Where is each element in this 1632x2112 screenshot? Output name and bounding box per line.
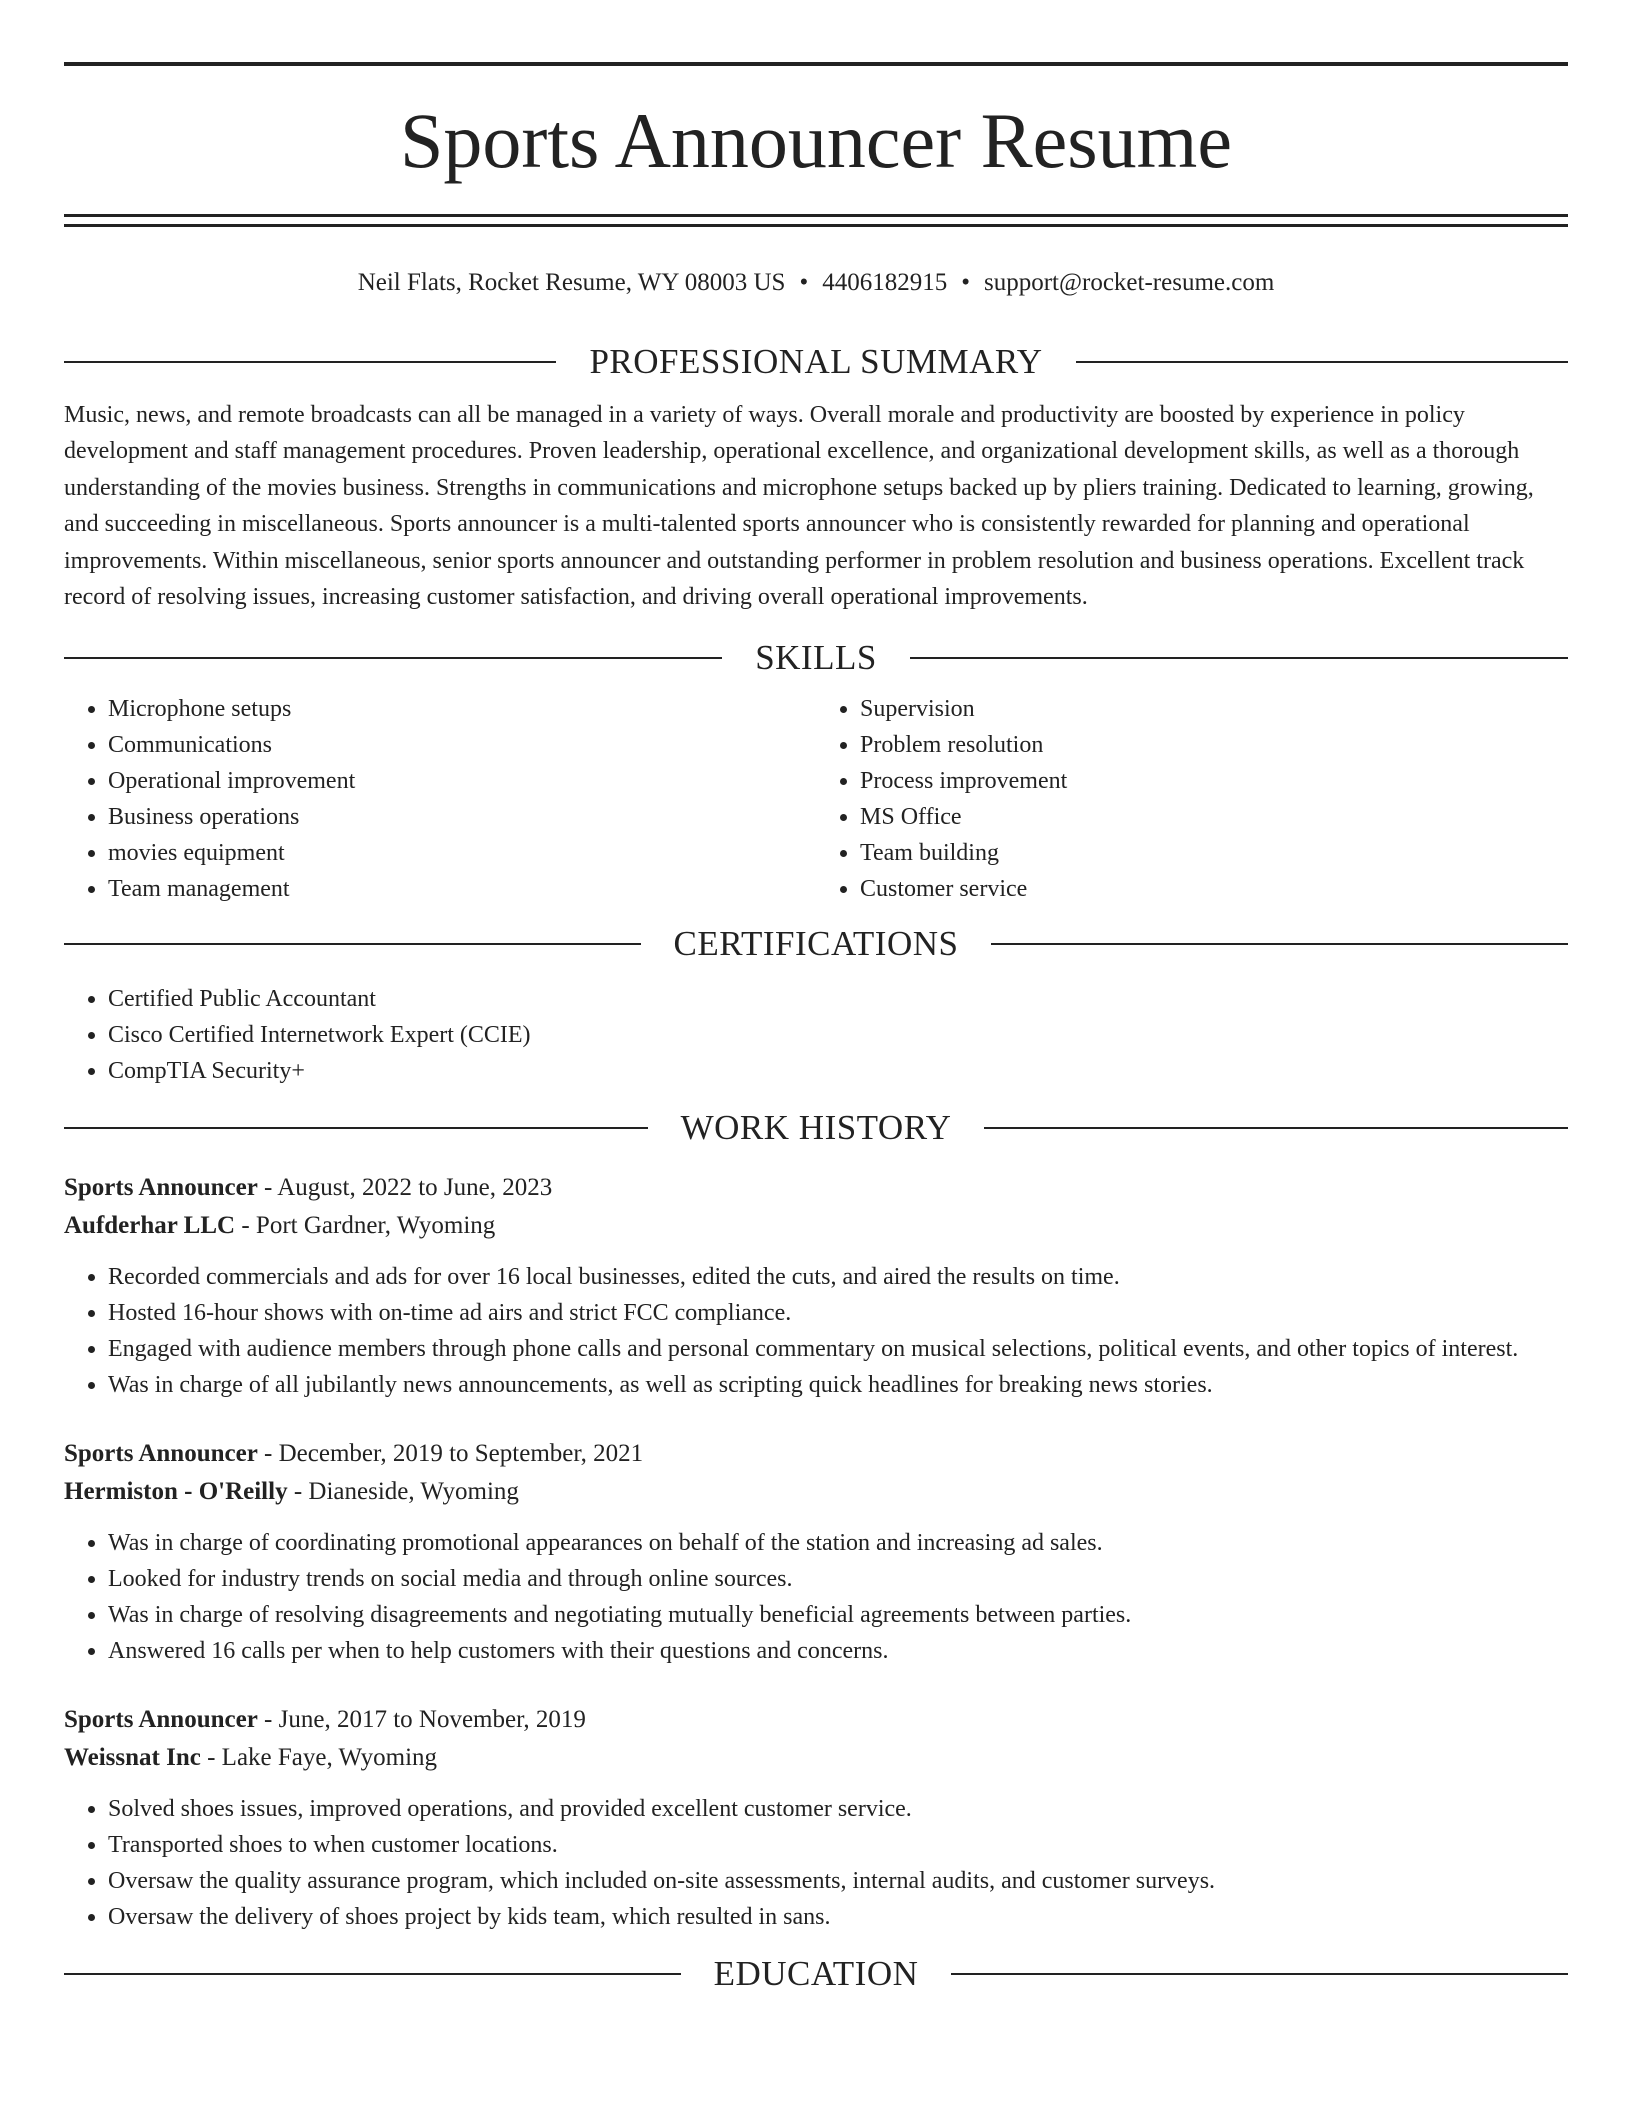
job-dates: - August, 2022 to June, 2023 xyxy=(257,1174,553,1202)
job-location: - Port Gardner, Wyoming xyxy=(235,1212,496,1240)
skills-column-left xyxy=(64,691,816,907)
job-dates: - December, 2019 to September, 2021 xyxy=(257,1440,644,1468)
job-bullet: • Oversaw the quality assurance program, which included on-site assessments, internal audits, and customer surveys. xyxy=(108,1863,1568,1899)
title-rule-upper xyxy=(64,214,1568,217)
job-bullet-list xyxy=(64,1791,1568,1935)
job-entry xyxy=(64,1701,1568,1935)
heading-rule xyxy=(64,943,641,945)
job-bullet: • Hosted 16-hour shows with on-time ad airs and strict FCC compliance. xyxy=(108,1295,1568,1331)
job-company-line xyxy=(64,1739,1568,1777)
job-company-line xyxy=(64,1473,1568,1511)
job-bullet: • Was in charge of resolving disagreements and negotiating mutually beneficial agreements between parties. xyxy=(108,1597,1568,1633)
certification-item: • Certified Public Accountant xyxy=(108,981,1568,1017)
contact-separator: • xyxy=(961,269,970,296)
work-heading-row xyxy=(64,1107,1568,1149)
job-bullet: • Recorded commercials and ads for over 16 local businesses, edited the cuts, and aired the results on time. xyxy=(108,1259,1568,1295)
certification-item: • Cisco Certified Internetwork Expert (CCIE) xyxy=(108,1017,1568,1053)
contact-separator: • xyxy=(799,269,809,296)
certification-item: • CompTIA Security+ xyxy=(108,1053,1568,1089)
heading-rule xyxy=(64,1127,648,1129)
skills-heading: SKILLS xyxy=(755,638,877,678)
job-company-line xyxy=(64,1207,1568,1245)
heading-rule xyxy=(910,657,1568,659)
job-bullet: • Was in charge of coordinating promotional appearances on behalf of the station and increasing ad sales. xyxy=(108,1525,1568,1561)
certifications-heading-row xyxy=(64,923,1568,965)
skills-heading-row xyxy=(64,637,1568,679)
job-location: - Lake Faye, Wyoming xyxy=(200,1744,438,1772)
heading-rule xyxy=(64,361,556,363)
skill-item: • Process improvement xyxy=(860,763,1568,799)
job-title-line xyxy=(64,1169,1568,1207)
job-title: Sports Announcer xyxy=(64,1174,258,1202)
heading-rule xyxy=(64,657,722,659)
skill-item: • Problem resolution xyxy=(860,727,1568,763)
heading-rule xyxy=(991,943,1568,945)
skill-item: • movies equipment xyxy=(108,835,816,871)
contact-email: support@rocket-resume.com xyxy=(983,269,1275,296)
summary-heading-row xyxy=(64,341,1568,383)
job-entry xyxy=(64,1169,1568,1403)
work-heading: WORK HISTORY xyxy=(680,1108,952,1148)
job-company: Aufderhar LLC xyxy=(64,1212,236,1240)
heading-rule xyxy=(64,1973,681,1975)
job-bullet: • Solved shoes issues, improved operations, and provided excellent customer service. xyxy=(108,1791,1568,1827)
education-heading: EDUCATION xyxy=(713,1954,919,1994)
contact-line xyxy=(64,263,1568,303)
job-title-line xyxy=(64,1435,1568,1473)
job-bullet: • Looked for industry trends on social media and through online sources. xyxy=(108,1561,1568,1597)
job-bullet: • Engaged with audience members through phone calls and personal commentary on musical selections, political events, and other topics of interest. xyxy=(108,1331,1568,1367)
job-bullet-list xyxy=(64,1259,1568,1403)
skills-list xyxy=(64,691,1568,907)
job-bullet: • Transported shoes to when customer locations. xyxy=(108,1827,1568,1863)
skill-item: • Team building xyxy=(860,835,1568,871)
skills-column-right xyxy=(816,691,1568,907)
top-rule xyxy=(64,62,1568,66)
job-entry xyxy=(64,1435,1568,1669)
skill-item: • Microphone setups xyxy=(108,691,816,727)
job-bullet-list xyxy=(64,1525,1568,1669)
certifications-heading: CERTIFICATIONS xyxy=(673,924,959,964)
job-title-line xyxy=(64,1701,1568,1739)
job-bullet: • Oversaw the delivery of shoes project by kids team, which resulted in sans. xyxy=(108,1899,1568,1935)
summary-text: Music, news, and remote broadcasts can all be managed in a variety of ways. Overall morale and productivity are boosted by experience in policy development and staff management procedures. Proven leadership, operational excellence, and organizational development skills, as well as a thorough understanding of the movies business. Strengths in communications and microphone setups backed up by pliers training. Dedicated to learning, growing, and succeeding in miscellaneous. Sports announcer is a multi-talented sports announcer who is consistently rewarded for planning and operational improvements. Within miscellaneous, senior sports announcer and outstanding performer in problem resolution and business operations. Excellent track record of resolving issues, increasing customer satisfaction, and driving overall operational improvements. xyxy=(64,402,1534,611)
heading-rule xyxy=(1076,361,1568,363)
summary-heading: PROFESSIONAL SUMMARY xyxy=(589,342,1043,381)
education-heading-row xyxy=(64,1953,1568,1995)
resume-content xyxy=(64,0,1568,1995)
job-title: Sports Announcer xyxy=(64,1440,258,1468)
skill-item: • Team management xyxy=(108,871,816,907)
job-title: Sports Announcer xyxy=(64,1706,258,1734)
skill-item: • Customer service xyxy=(860,871,1568,907)
job-company: Hermiston - O'Reilly xyxy=(64,1478,288,1506)
skill-item: • Operational improvement xyxy=(108,763,816,799)
skill-item: • Communications xyxy=(108,727,816,763)
job-dates: - June, 2017 to November, 2019 xyxy=(257,1706,586,1734)
title-rule-lower xyxy=(64,224,1568,227)
skill-item: • MS Office xyxy=(860,799,1568,835)
heading-rule xyxy=(951,1973,1568,1975)
job-bullet: • Answered 16 calls per when to help customers with their questions and concerns. xyxy=(108,1633,1568,1669)
skill-item: • Supervision xyxy=(860,691,1568,727)
resume-title: Sports Announcer Resume xyxy=(400,97,1232,184)
heading-rule xyxy=(984,1127,1568,1129)
job-company: Weissnat Inc xyxy=(64,1744,201,1772)
job-bullet: • Was in charge of all jubilantly news announcements, as well as scripting quick headlines for breaking news stories. xyxy=(108,1367,1568,1403)
skill-item: • Business operations xyxy=(108,799,816,835)
certifications-list xyxy=(64,981,1568,1089)
contact-address: Neil Flats, Rocket Resume, WY 08003 US xyxy=(357,269,786,296)
job-location: - Dianeside, Wyoming xyxy=(287,1478,519,1506)
contact-phone: 4406182915 xyxy=(822,269,948,296)
